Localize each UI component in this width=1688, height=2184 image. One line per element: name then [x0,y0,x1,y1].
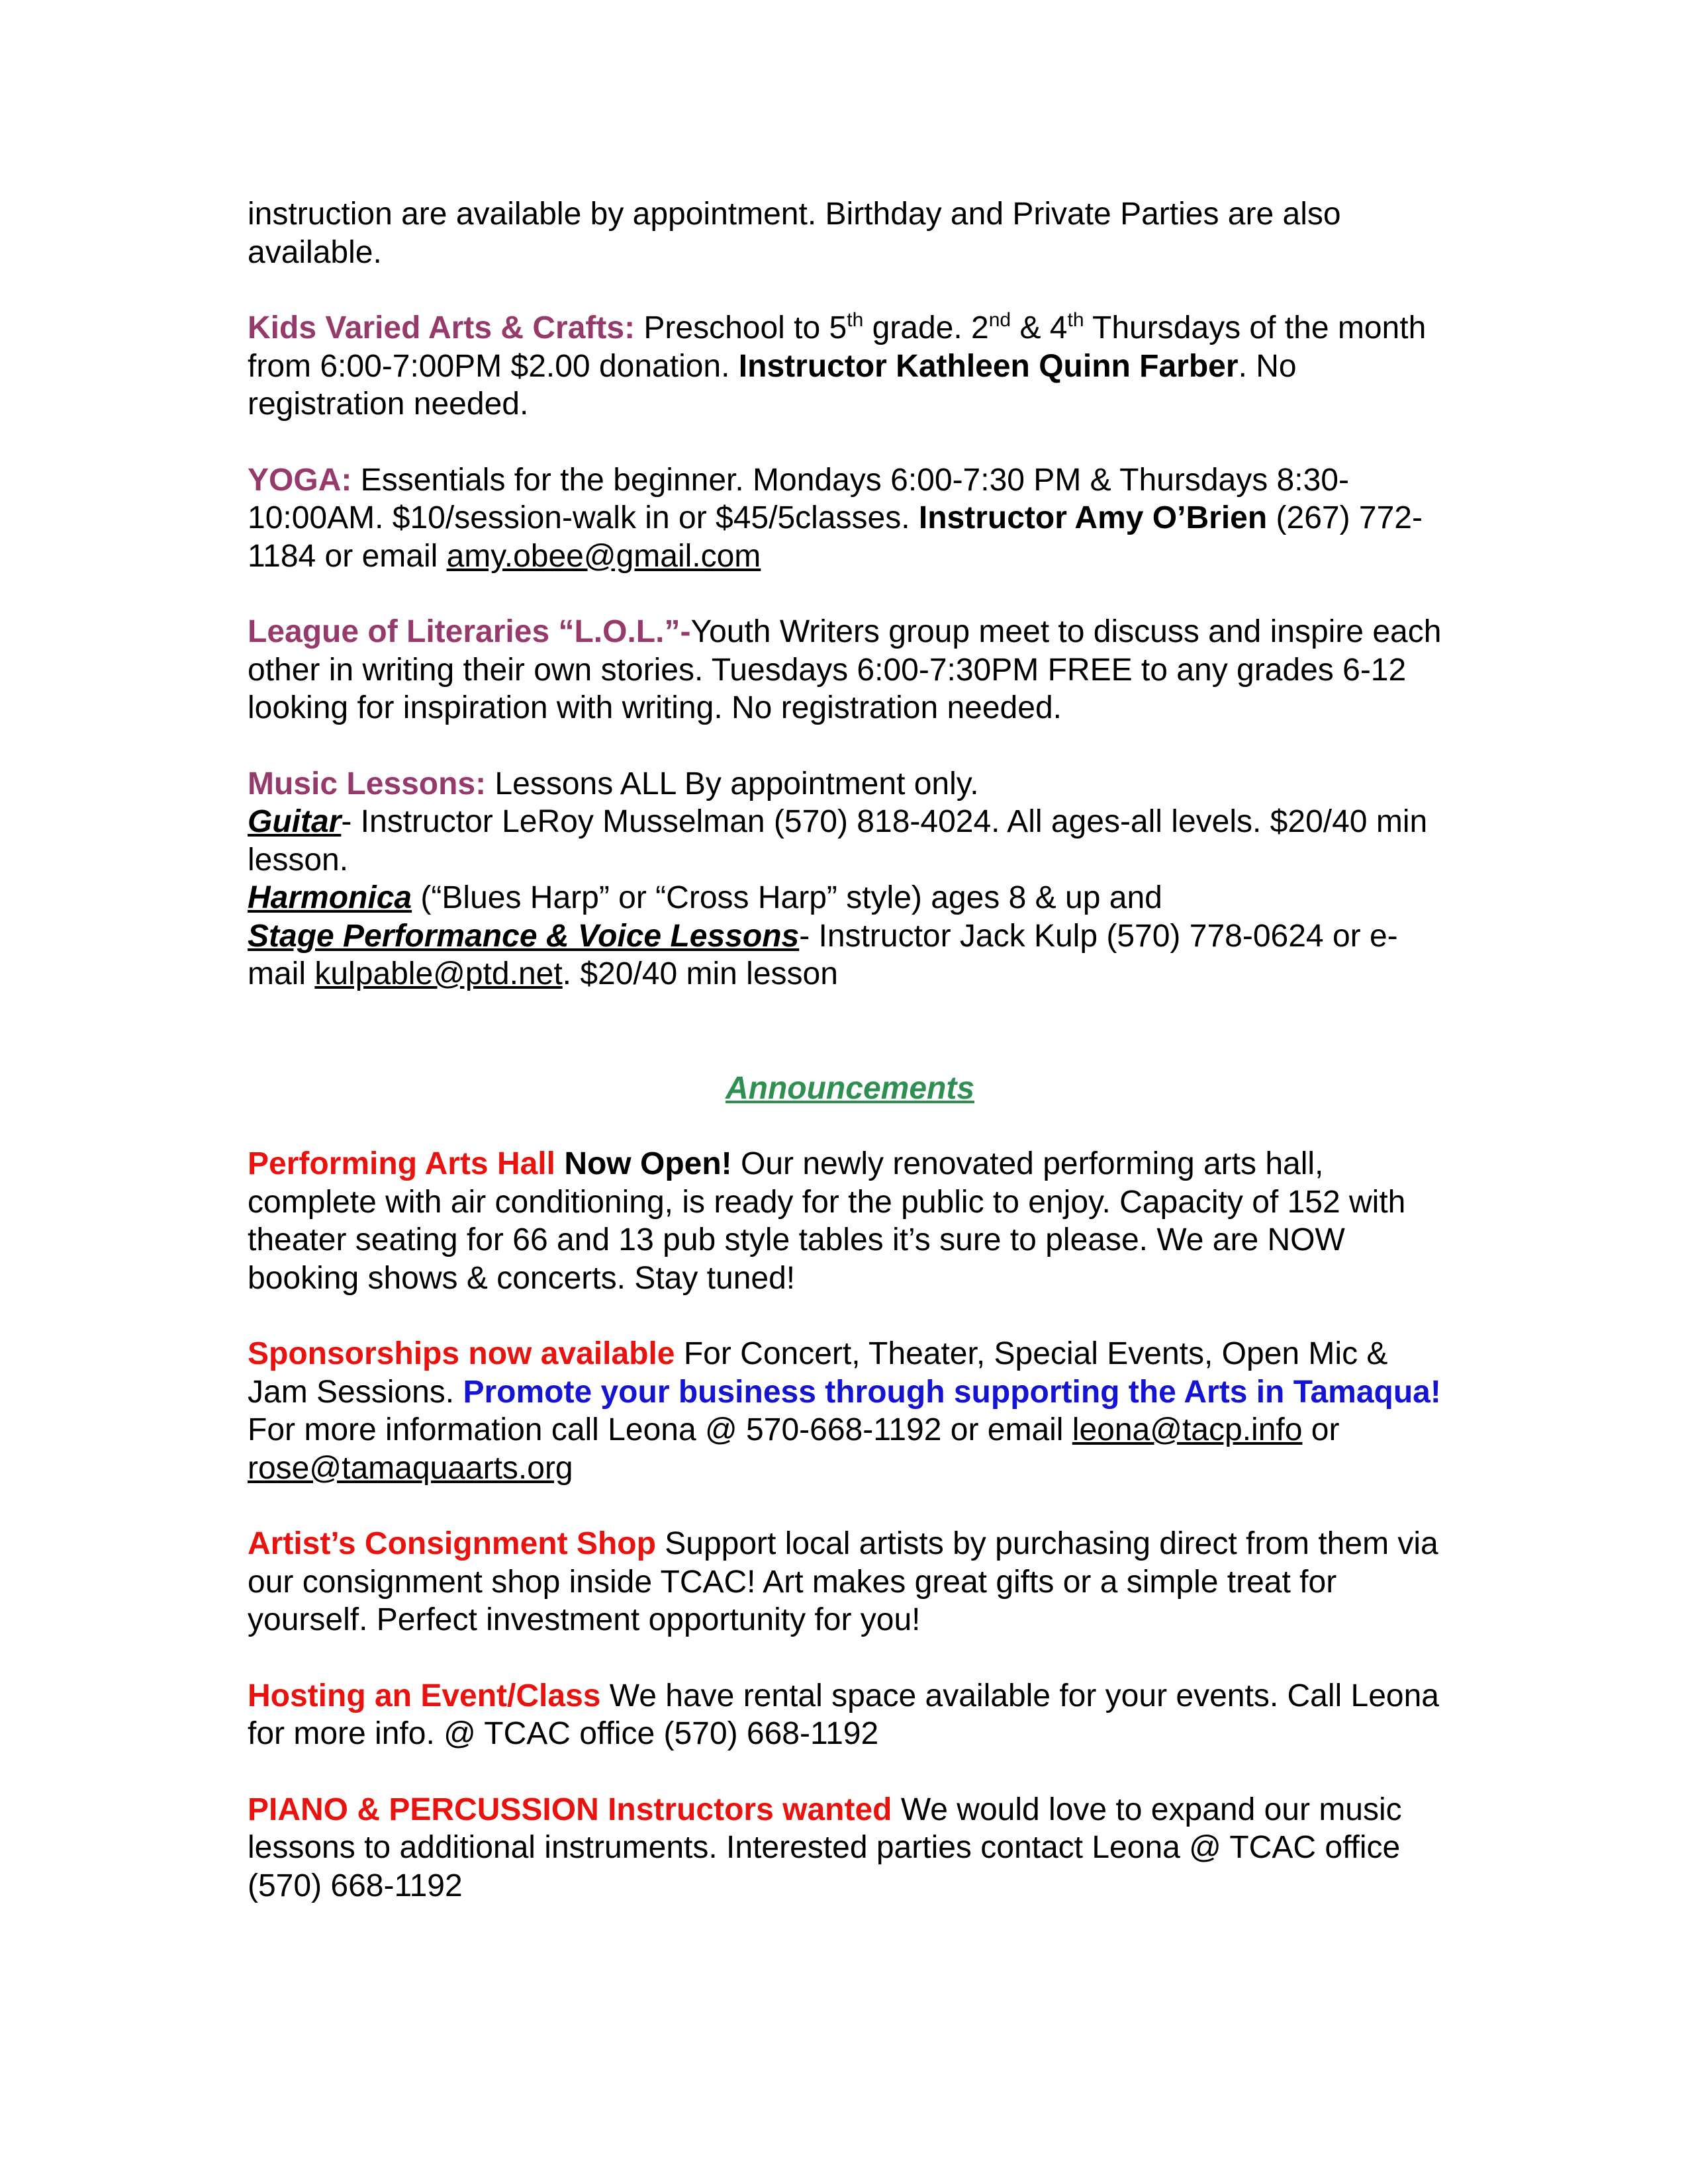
piano-percussion-label: PIANO & PERCUSSION Instructors wanted [248,1792,892,1827]
yoga-email-link[interactable]: amy.obee@gmail.com [446,538,761,574]
piano-percussion-text: We would love to expand our music lessons to additional instruments. Interested parties contact Leona @ TCAC office (570) 668-1192 [248,1792,1402,1903]
kids-arts-label: Kids Varied Arts & Crafts: [248,310,635,345]
hosting-event-section [248,1677,1452,1753]
sponsorships-section [248,1335,1452,1487]
music-lessons-section [248,765,1452,993]
stage-performance-label: Stage Performance & Voice Lessons [248,918,800,954]
music-lessons-text: Lessons ALL By appointment only. [486,766,979,801]
document-page [248,195,1452,1942]
sponsorships-text: For Concert, Theater, Special Events, Open Mic & Jam Sessions. [248,1336,1388,1410]
sponsorships-or: or [1302,1412,1340,1447]
kids-arts-sup-3: th [1067,309,1084,331]
yoga-section [248,461,1452,576]
lol-label: League of Literaries “L.O.L.”- [248,614,691,649]
harmonica-label: Harmonica [248,880,412,915]
lol-section [248,613,1452,727]
kids-arts-text-1: Preschool to 5 [635,310,847,345]
piano-percussion-section [248,1791,1452,1905]
hosting-event-text: We have rental space available for your events. Call Leona for more info. @ TCAC office (570) 668-1192 [248,1678,1439,1751]
intro-text: instruction are available by appointment. Birthday and Private Parties are also available. [248,197,1341,270]
kids-arts-text-4: Thursdays of the month from 6:00-7:00PM $2.00 donation. [248,310,1427,384]
intro-paragraph [248,195,1452,271]
yoga-text-1: Essentials for the beginner. Mondays 6:00-7:30 PM & Thursdays 8:30-10:00AM. $10/session-walk in or $45/5classes. [248,462,1349,535]
kids-arts-instructor: Instructor Kathleen Quinn Farber [738,348,1239,384]
yoga-text-2: (267) 772-1184 or email [248,500,1423,574]
consignment-shop-section [248,1525,1452,1639]
kids-arts-text-3: & 4 [1011,310,1068,345]
harmonica-text: (“Blues Harp” or “Cross Harp” style) ages 8 & up and [412,880,1162,915]
performing-arts-hall-label: Performing Arts Hall [248,1146,555,1181]
consignment-shop-label: Artist’s Consignment Shop [248,1526,656,1561]
lol-text: Youth Writers group meet to discuss and inspire each other in writing their own stories. Tuesdays 6:00-7:30PM FREE to any grades 6-12 looking for inspiration with writing. No registration needed. [248,614,1442,725]
kids-arts-text-5: . No registration needed. [248,348,1297,422]
stage-performance-text: - Instructor Jack Kulp (570) 778-0624 or e-mail [248,918,1398,991]
announcements-heading: Announcements [725,1070,975,1106]
performing-arts-hall-text: Our newly renovated performing arts hall, complete with air conditioning, is ready for the public to enjoy. Capacity of 152 with theater seating for 66 and 13 pub style tables it’s sure to please. We are NOW booking shows & concerts. Stay tuned! [248,1146,1406,1296]
kids-arts-text-2: grade. 2 [863,310,989,345]
guitar-label: Guitar [248,804,342,839]
hosting-event-label: Hosting an Event/Class [248,1678,601,1713]
kulp-email-link[interactable]: kulpable@ptd.net [314,956,563,991]
promote-business-text: Promote your business through supporting the Arts in Tamaqua! [463,1374,1441,1410]
rose-email-link[interactable]: rose@tamaquaarts.org [248,1450,573,1486]
leona-email-link[interactable]: leona@tacp.info [1072,1412,1303,1447]
music-lessons-label: Music Lessons: [248,766,487,801]
guitar-text: - Instructor LeRoy Musselman (570) 818-4024. All ages-all levels. $20/40 min lesson. [248,804,1428,878]
kids-arts-sup-2: nd [988,309,1011,331]
now-open-text: Now Open! [555,1146,732,1181]
consignment-shop-text: Support local artists by purchasing direct from them via our consignment shop inside TCAC! Art makes great gifts or a simple treat for yourself. Perfect investment opportunity for you! [248,1526,1438,1637]
yoga-label: YOGA: [248,462,352,498]
yoga-instructor: Instructor Amy O’Brien [918,500,1268,535]
sponsorships-label: Sponsorships now available [248,1336,675,1371]
performing-arts-hall-section [248,1145,1452,1297]
kids-arts-section [248,309,1452,424]
stage-performance-tail: . $20/40 min lesson [562,956,838,991]
sponsorships-text-2: For more information call Leona @ 570-668-1192 or email [248,1412,1072,1447]
kids-arts-sup-1: th [847,309,864,331]
